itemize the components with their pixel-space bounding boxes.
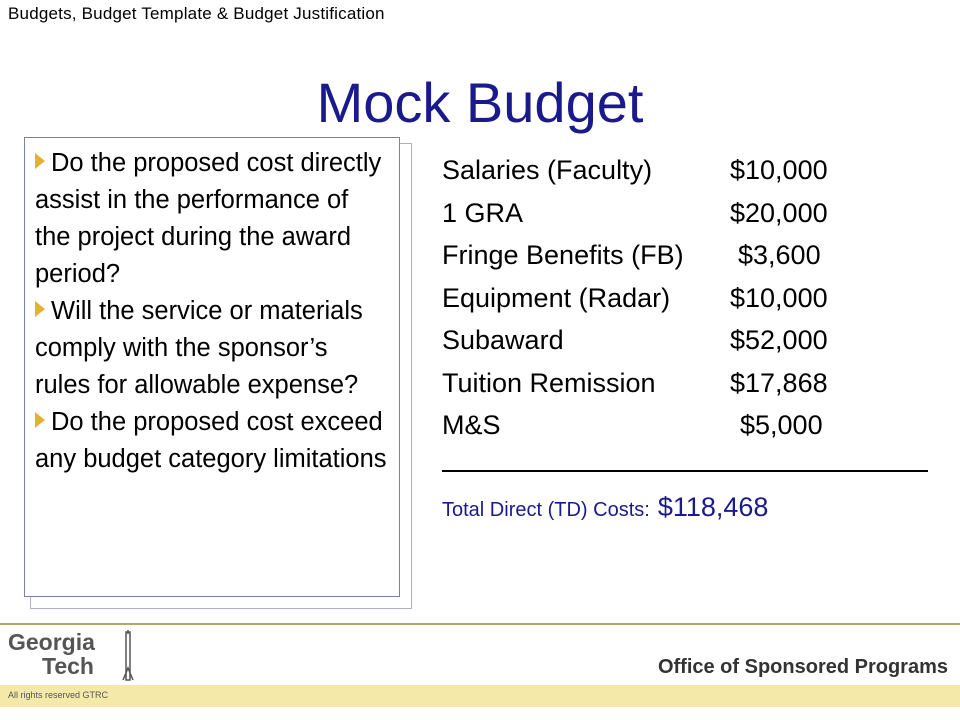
- callout-item: [35, 404, 389, 478]
- total-divider: [442, 470, 928, 472]
- callout-item-text: Will the service or materials comply with the sponsor’s rules for allowable expense?: [35, 297, 363, 399]
- logo-line1: Georgia: [8, 629, 95, 655]
- budget-label: M&S: [442, 410, 501, 440]
- office-name: Office of Sponsored Programs: [657, 656, 948, 678]
- total-value: $118,468: [657, 492, 769, 522]
- budget-label: Fringe Benefits (FB): [442, 240, 684, 270]
- slide-title: Mock Budget: [316, 71, 644, 134]
- budget-value: $52,000: [730, 325, 828, 355]
- header-title: Budgets, Budget Template & Budget Justification: [8, 4, 385, 23]
- budget-label: Salaries (Faculty): [442, 155, 653, 185]
- arrow-bullet-icon: [35, 412, 45, 428]
- callout-item: [35, 145, 389, 293]
- budget-value: $10,000: [730, 155, 828, 185]
- callout-item-text: Do the proposed cost directly assist in the performance of the project during the award period?: [35, 149, 382, 288]
- callout-item: [35, 293, 389, 404]
- rights-notice: All rights reserved GTRC: [8, 690, 109, 700]
- budget-value: $20,000: [730, 197, 828, 228]
- budget-label: Subaward: [442, 325, 564, 355]
- footer-divider: [0, 623, 960, 625]
- question-callout: [24, 137, 400, 597]
- budget-label: 1 GRA: [442, 197, 524, 228]
- budget-label: Equipment (Radar): [442, 282, 671, 313]
- total-direct-costs: [442, 492, 768, 523]
- arrow-bullet-icon: [35, 153, 45, 169]
- tech-tower-icon: [120, 630, 136, 682]
- budget-label: Tuition Remission: [442, 367, 656, 398]
- logo-line2: Tech: [42, 653, 94, 679]
- budget-value: $3,600: [738, 240, 821, 270]
- total-label: Total Direct (TD) Costs:: [442, 499, 650, 521]
- arrow-bullet-icon: [35, 301, 45, 317]
- budget-value: $10,000: [730, 282, 828, 313]
- callout-item-text: Do the proposed cost exceed any budget category limitations: [35, 408, 387, 473]
- budget-value: $5,000: [740, 410, 823, 440]
- footer-band: [0, 685, 960, 707]
- georgia-tech-logo: [8, 630, 138, 690]
- budget-value: $17,868: [730, 367, 828, 398]
